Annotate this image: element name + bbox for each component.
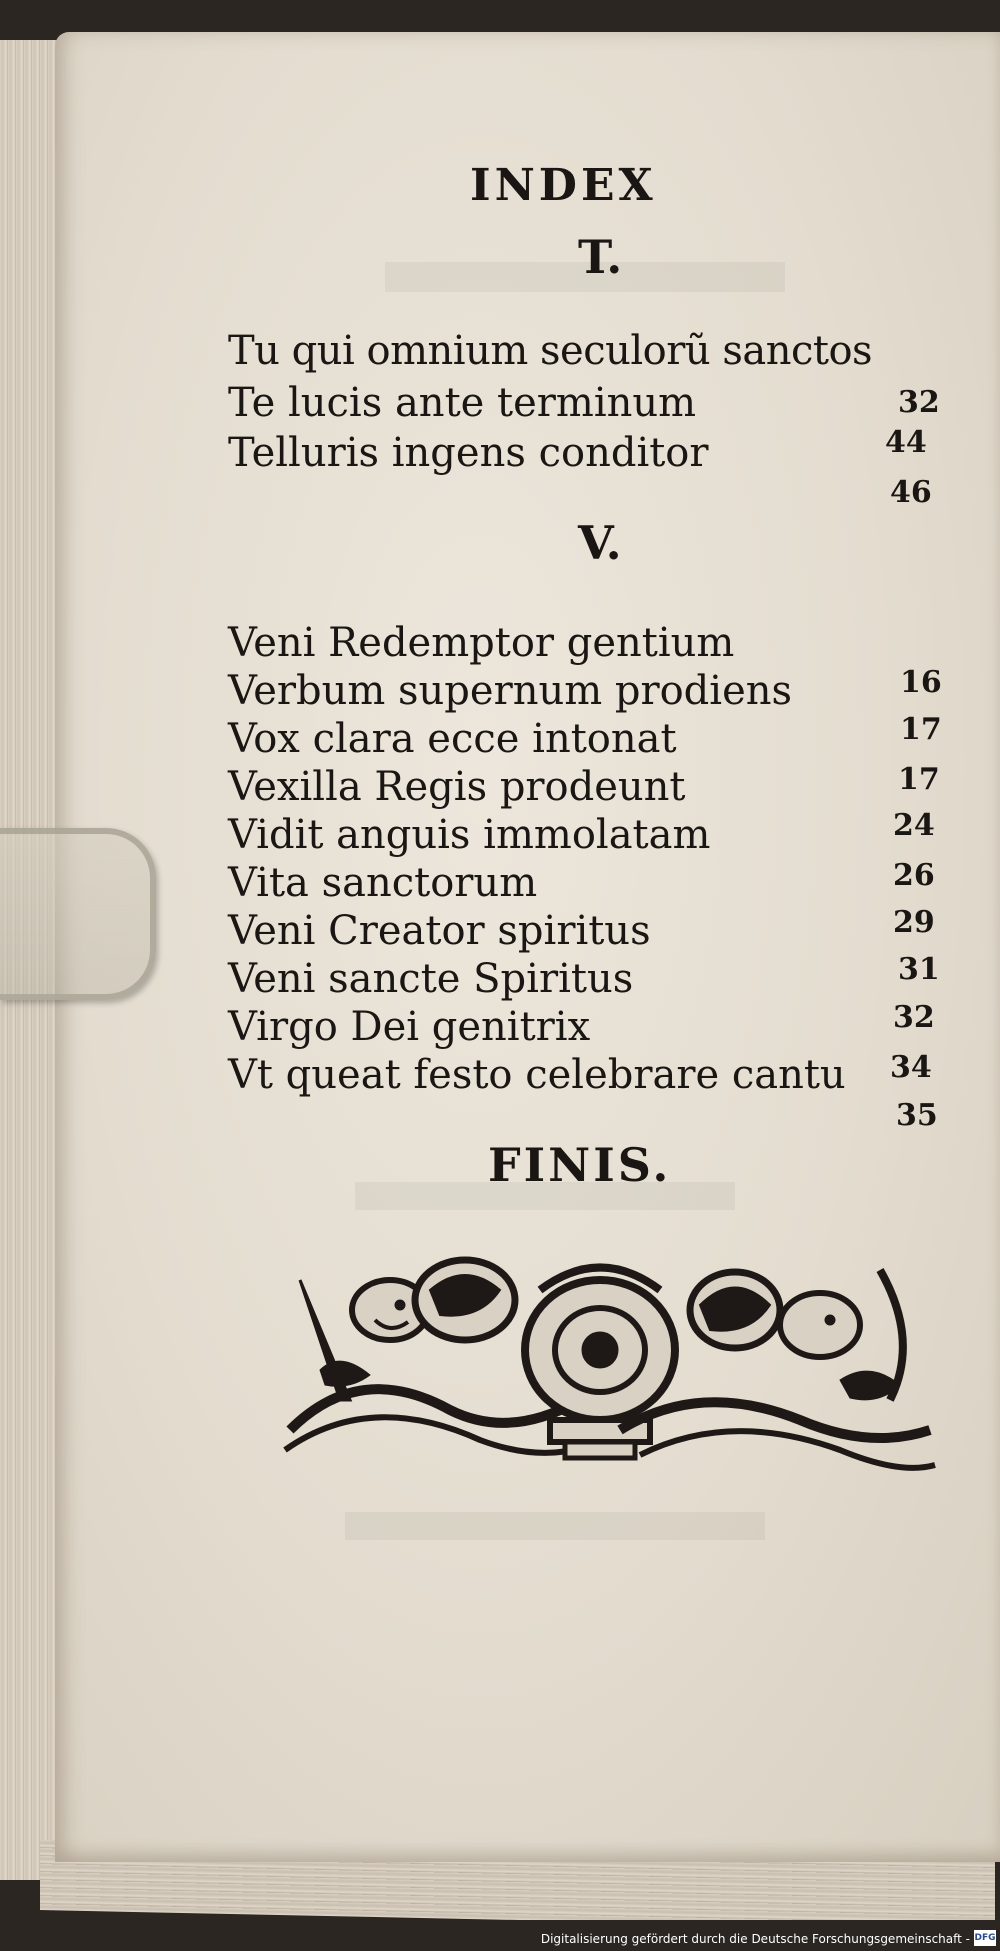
page-number: 31 — [898, 952, 940, 987]
index-entry: Te lucis ante terminum — [228, 380, 697, 426]
index-entry: Telluris ingens conditor — [228, 430, 709, 476]
woodcut-ornament-image — [280, 1250, 940, 1500]
page-number: 35 — [896, 1098, 938, 1133]
funding-credit: Digitalisierung gefördert durch die Deutsche Forschungsgemeinschaft - — [540, 1932, 970, 1946]
index-entry: Virgo Dei genitrix — [228, 1004, 591, 1050]
page-number: 26 — [893, 858, 935, 893]
index-entry: Vexilla Regis prodeunt — [228, 764, 686, 810]
page-number: 29 — [893, 905, 935, 940]
finis-text: FINIS. — [488, 1138, 672, 1192]
page-number: 17 — [900, 712, 942, 747]
index-entry: Tu qui omnium seculorũ sanctos — [228, 328, 873, 374]
index-entry: Vita sanctorum — [228, 860, 538, 906]
index-entry: Verbum supernum prodiens — [228, 668, 793, 714]
index-entry: Vox clara ecce intonat — [228, 716, 677, 762]
page-number: 46 — [890, 475, 932, 510]
section-letter-t: T. — [578, 230, 623, 284]
section-letter-v: V. — [578, 516, 622, 570]
index-entry: Veni Redemptor gentium — [228, 620, 735, 666]
page-number: 24 — [893, 808, 935, 843]
page-number: 32 — [893, 1000, 935, 1035]
index-entry: Veni Creator spiritus — [228, 908, 651, 954]
page-clip — [0, 828, 156, 1000]
page-number: 16 — [900, 665, 942, 700]
page-number: 34 — [890, 1050, 932, 1085]
index-heading: INDEX — [470, 160, 657, 211]
index-entry: Vidit anguis immolatam — [228, 812, 711, 858]
page-number: 17 — [898, 762, 940, 797]
page-number: 32 — [898, 385, 940, 420]
page-number: 44 — [885, 425, 927, 460]
index-entry: Vt queat festo celebrare cantu — [228, 1052, 846, 1098]
index-entry: Veni sancte Spiritus — [228, 956, 634, 1002]
dfg-logo: DFG — [974, 1930, 996, 1946]
